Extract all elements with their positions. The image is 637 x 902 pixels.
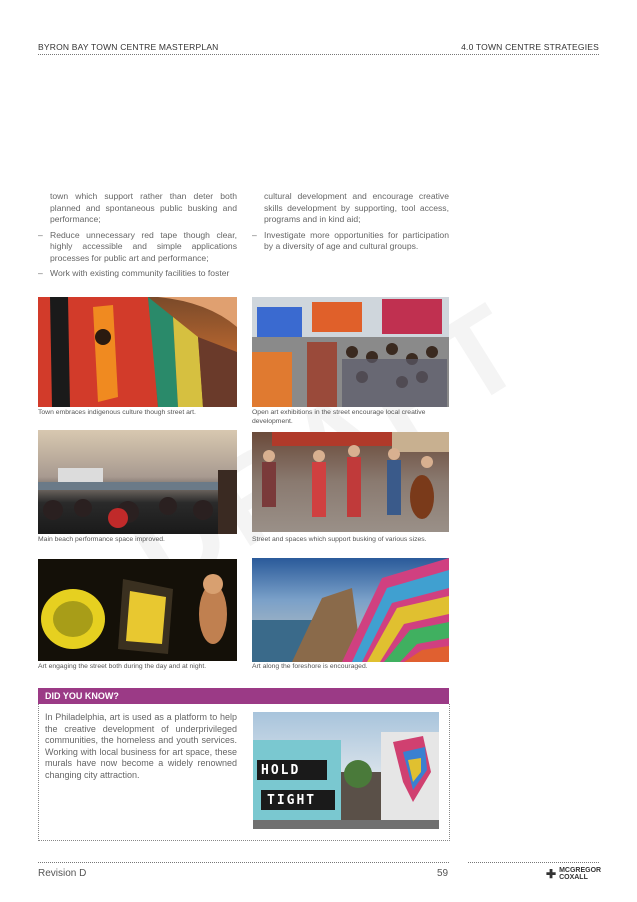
bullet-item: – Work with existing community facilities to foster [38, 268, 237, 280]
photo-caption: Open art exhibitions in the street encourage local creative development. [252, 409, 426, 425]
did-you-know-heading: DID YOU KNOW? [38, 688, 449, 704]
photo-caption: Main beach performance space improved. [38, 536, 165, 543]
bullet-item: – Reduce unnecessary red tape though clear, highly accessible and simple applications processes for public art and performance; [38, 230, 237, 265]
footer-divider-left [38, 862, 449, 863]
photo-caption: Art engaging the street both during the day and at night. [38, 663, 207, 670]
logo-line-1: MCGREGOR [559, 867, 602, 874]
photo-caption: Street and spaces which support busking of various sizes. [252, 536, 427, 543]
revision-label: Revision D [38, 868, 87, 879]
plus-icon: ✚ [546, 867, 557, 881]
photo-philadelphia-mural [253, 712, 439, 829]
company-logo [546, 867, 601, 881]
footer-divider-right [468, 862, 599, 863]
left-column [38, 191, 237, 284]
photo-night-art [38, 559, 237, 661]
photo-caption: Town embraces indigenous culture though street art. [38, 409, 196, 416]
right-column [252, 191, 449, 257]
logo-text [559, 867, 601, 881]
photo-caption: Art along the foreshore is encouraged. [252, 663, 368, 670]
photo-street-exhibition [252, 297, 449, 407]
bullet-item: – Investigate more opportunities for participation by a diversity of age and cultural groups. [252, 230, 449, 253]
did-you-know-text: In Philadelphia, art is used as a platform to help the creative development of underprivileged communities, the homeless and youth services. Working with local business for art space, these murals have now become a widely renowned changing city attraction. [45, 712, 237, 780]
section-title: 4.0 TOWN CENTRE STRATEGIES [461, 42, 599, 52]
logo-line-2: COXALL [559, 874, 588, 881]
document-title: BYRON BAY TOWN CENTRE MASTERPLAN [38, 42, 219, 52]
photo-street-busking [252, 432, 449, 532]
mural-word-hold: HOLD [261, 763, 301, 778]
header-divider [38, 54, 599, 55]
photo-foreshore-art [252, 558, 449, 662]
photo-beach-performance [38, 430, 237, 534]
photo-street-art-wall [38, 297, 237, 407]
mural-word-tight: TIGHT [267, 793, 317, 808]
page-number: 59 [437, 868, 449, 879]
paragraph: town which support rather than deter both planned and spontaneous public busking and performance; [50, 191, 237, 224]
paragraph: cultural development and encourage creative skills development by supporting, tool access, programs and in kind aid; [264, 191, 449, 224]
